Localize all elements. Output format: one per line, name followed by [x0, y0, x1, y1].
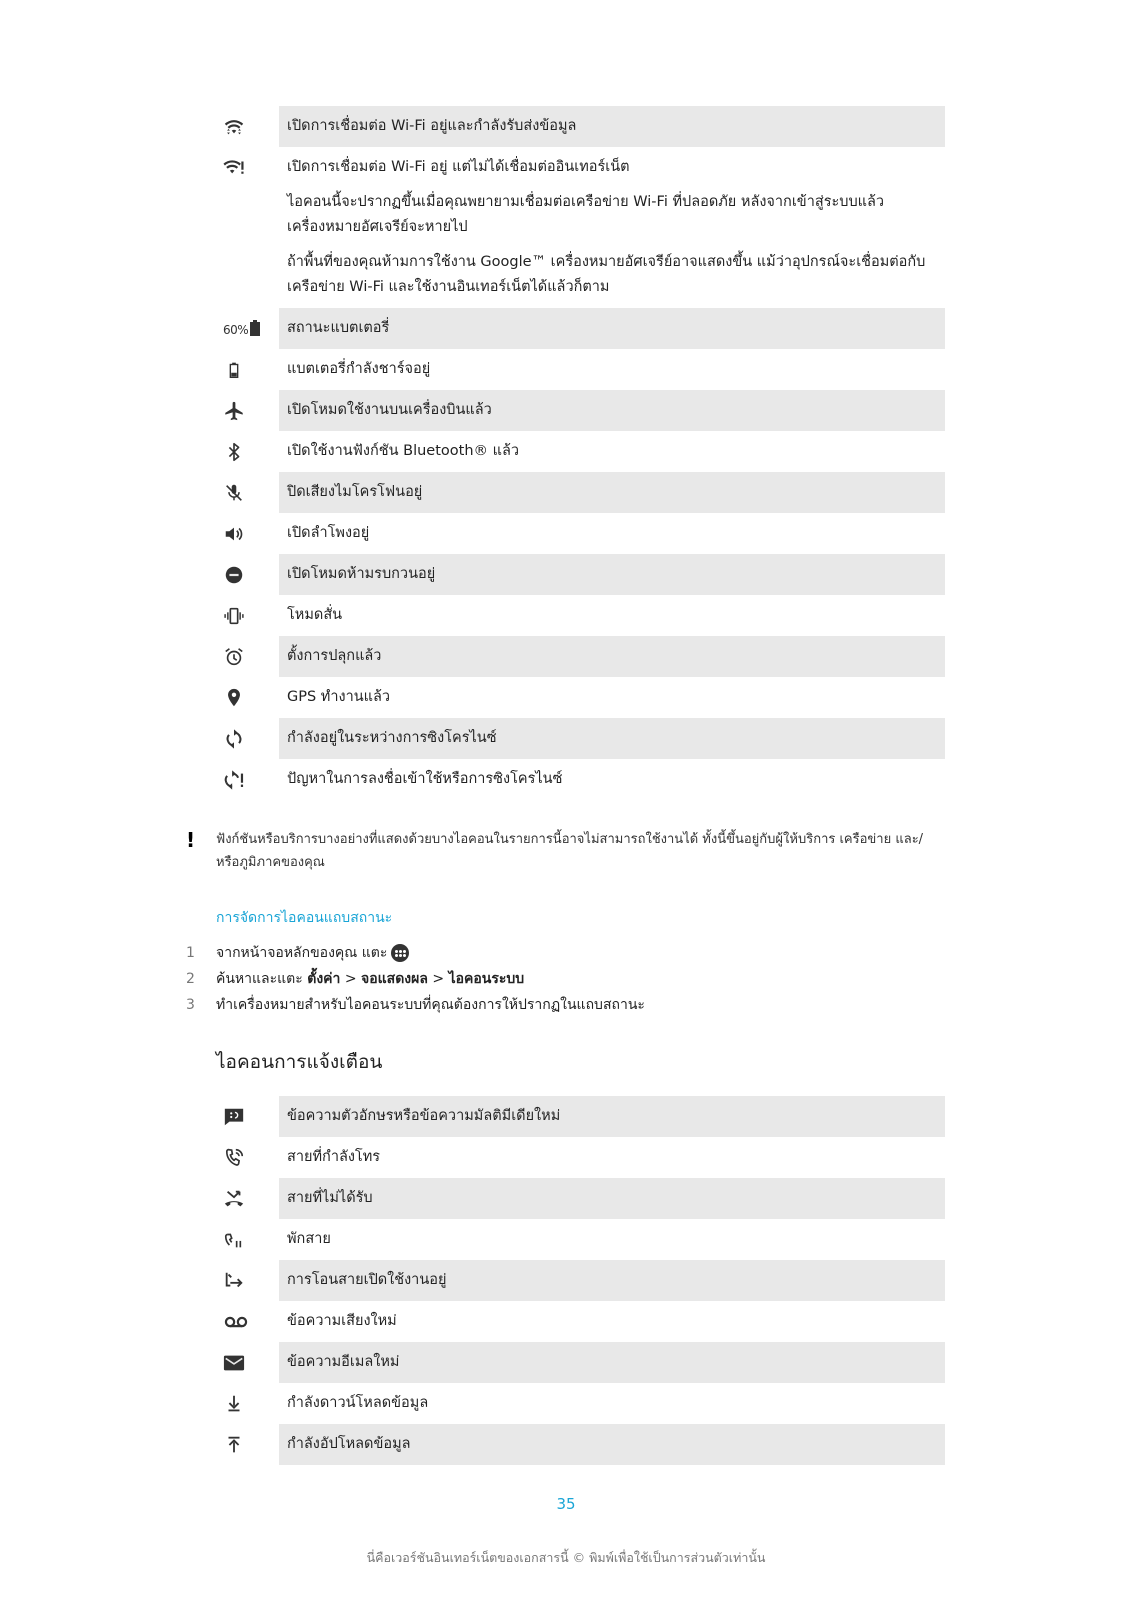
vibrate-icon [223, 605, 245, 627]
display-menu-label: จอแสดงผล [361, 971, 428, 987]
speaker-icon [223, 523, 245, 545]
row-text: ตั้งการปลุกแล้ว [287, 648, 382, 664]
row-text: กำลังดาวน์โหลดข้อมูล [287, 1395, 429, 1411]
step-prefix: ค้นหาและแตะ [216, 971, 308, 987]
system-icons-menu-label: ไอคอนระบบ [448, 971, 525, 987]
do-not-disturb-icon [223, 564, 245, 586]
call-hold-icon [223, 1229, 245, 1251]
step-number: 2 [186, 971, 195, 987]
notification-icons-table [213, 1096, 945, 1465]
row-text: เปิดการเชื่อมต่อ Wi-Fi อยู่และกำลังรับส่งข้อมูล [287, 118, 577, 134]
table-row [213, 554, 945, 595]
table-row [213, 1301, 945, 1342]
row-text: ข้อความเสียงใหม่ [287, 1313, 397, 1329]
missed-call-icon [223, 1188, 245, 1210]
exclamation-icon: ! [186, 828, 196, 852]
table-row [213, 513, 945, 554]
table-row [213, 759, 945, 800]
table-row [213, 1383, 945, 1424]
mic-muted-icon [223, 482, 245, 504]
table-row [213, 1178, 945, 1219]
row-text: กำลังอยู่ในระหว่างการซิงโครไนซ์ [287, 730, 497, 746]
table-row [213, 1096, 945, 1137]
table-row [213, 349, 945, 390]
row-text: สายที่กำลังโทร [287, 1149, 381, 1165]
step-number: 1 [186, 945, 195, 961]
row-detail-text: ไอคอนนี้จะปรากฏขึ้นเมื่อคุณพยายามเชื่อมต่อเครือข่าย Wi-Fi ที่ปลอดภัย หลังจากเข้าสู่ระบบแล้วเครื่องหมายอัศเจรีย์จะหายไป [287, 194, 885, 235]
step-text: ทำเครื่องหมายสำหรับไอคอนระบบที่คุณต้องการให้ปรากฏในแถบสถานะ [216, 997, 645, 1013]
call-forward-icon [223, 1270, 245, 1292]
row-text: ปัญหาในการลงชื่อเข้าใช้หรือการซิงโครไนซ์ [287, 771, 563, 787]
battery-charging-icon [223, 359, 245, 381]
app-grid-icon [391, 944, 409, 962]
row-text: เปิดลำโพงอยู่ [287, 525, 370, 541]
table-row [213, 147, 945, 308]
table-row [213, 1342, 945, 1383]
row-text: สายที่ไม่ได้รับ [287, 1190, 373, 1206]
table-row [213, 1260, 945, 1301]
row-text: เปิดใช้งานฟังก์ชัน Bluetooth® แล้ว [287, 443, 519, 459]
table-row [213, 106, 945, 147]
row-text: พักสาย [287, 1231, 331, 1247]
download-icon [223, 1393, 245, 1415]
path-separator: > [427, 971, 449, 987]
row-text: ข้อความตัวอักษรหรือข้อความมัลติมีเดียใหม่ [287, 1108, 561, 1124]
row-text: การโอนสายเปิดใช้งานอยู่ [287, 1272, 447, 1288]
voicemail-icon [223, 1311, 249, 1333]
airplane-icon [223, 400, 245, 422]
bluetooth-icon [223, 441, 245, 463]
path-separator: > [340, 971, 362, 987]
row-text: โหมดสั่น [287, 607, 343, 623]
call-ongoing-icon [223, 1147, 245, 1169]
table-row [213, 677, 945, 718]
location-pin-icon [223, 687, 245, 709]
row-text: เปิดการเชื่อมต่อ Wi-Fi อยู่ แต่ไม่ได้เชื่อมต่ออินเทอร์เน็ต [287, 159, 630, 175]
list-item [186, 992, 645, 1018]
table-row [213, 1424, 945, 1465]
row-text: สถานะแบตเตอรี่ [287, 320, 390, 336]
table-row [213, 718, 945, 759]
alarm-icon [223, 646, 245, 668]
step-number: 3 [186, 997, 195, 1013]
step-text: จากหน้าจอหลักของคุณ แตะ [216, 945, 388, 961]
table-row [213, 472, 945, 513]
manage-icons-heading: การจัดการไอคอนแถบสถานะ [216, 910, 393, 926]
table-row [213, 390, 945, 431]
section-title: ไอคอนการแจ้งเตือน [216, 1051, 383, 1073]
footer-note: นี่คือเวอร์ชันอินเทอร์เน็ตของเอกสารนี้ © พิมพ์เพื่อใช้เป็นการส่วนตัวเท่านั้น [366, 1550, 766, 1565]
sms-icon [223, 1106, 245, 1128]
battery-percentage: 60% [223, 323, 249, 337]
settings-menu-label: ตั้งค่า [307, 971, 341, 987]
list-item [186, 940, 645, 966]
row-text: เปิดโหมดใช้งานบนเครื่องบินแล้ว [287, 402, 492, 418]
note-text: ฟังก์ชันหรือบริการบางอย่างที่แสดงด้วยบางไอคอนในรายการนี้อาจไม่สามารถใช้งานได้ ทั้งนี้ขึ้นอยู่กับผู้ให้บริการ เครือข่าย และ/หรือภูมิภาคของคุณ [216, 832, 924, 870]
wifi-no-internet-icon [223, 156, 245, 178]
row-text: GPS ทำงานแล้ว [287, 689, 391, 705]
sync-icon [223, 728, 245, 750]
note-block [186, 828, 946, 874]
table-row [213, 636, 945, 677]
page-number: 35 [556, 1495, 576, 1513]
row-text: ปิดเสียงไมโครโฟนอยู่ [287, 484, 423, 500]
battery-icon [223, 319, 260, 338]
steps-list [186, 940, 645, 1018]
upload-icon [223, 1434, 245, 1456]
table-row [213, 308, 945, 349]
table-row [213, 431, 945, 472]
table-row [213, 1137, 945, 1178]
row-text: เปิดโหมดห้ามรบกวนอยู่ [287, 566, 436, 582]
sync-error-icon [223, 769, 245, 791]
status-icons-table [213, 106, 945, 800]
row-text: กำลังอัปโหลดข้อมูล [287, 1436, 411, 1452]
table-row [213, 1219, 945, 1260]
email-icon [223, 1352, 245, 1374]
row-text: ข้อความอีเมลใหม่ [287, 1354, 400, 1370]
list-item [186, 966, 645, 992]
row-detail-text: ถ้าพื้นที่ของคุณห้ามการใช้งาน Google™ เครื่องหมายอัศเจรีย์อาจแสดงขึ้น แม้ว่าอุปกรณ์จะเชื่อมต่อกับเครือข่าย Wi-Fi และใช้งานอินเทอร์เน็ตได้แล้วก็ตาม [287, 254, 926, 295]
step-text [216, 968, 524, 990]
wifi-transfer-icon [223, 116, 245, 138]
row-text: แบตเตอรี่กำลังชาร์จอยู่ [287, 361, 431, 377]
table-row [213, 595, 945, 636]
